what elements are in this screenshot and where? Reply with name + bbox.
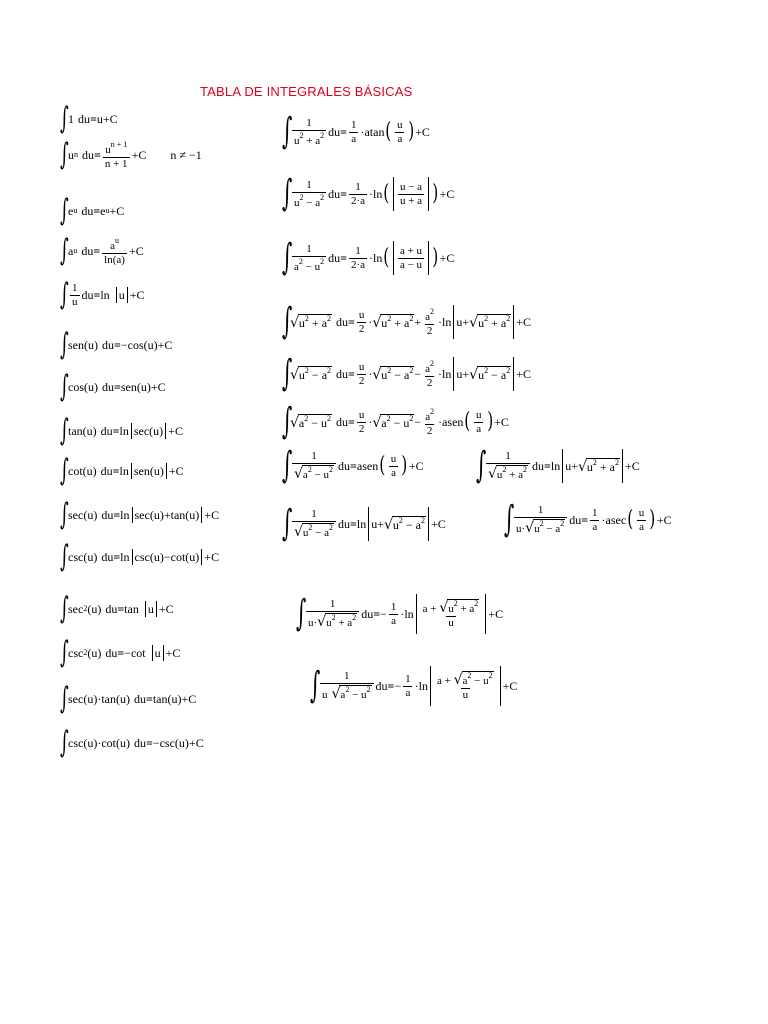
formula-ln-over-u-minus: ∫ 1 u √ $a^2 - u^2$ du = − $\frac{1}{a}$ · ln a + √ $a^2 - u^2$ u + C [310,665,518,706]
page-title: TABLA DE INTEGRALES BÁSICAS [200,84,413,99]
formula-cos: ∫ cos(u) du = sen(u) + C [60,369,166,404]
formula-ln-over-u-plus: ∫ 1 u· √ $u^2 + a^2$ du = − $\frac{1}{a}$ · ln a + √ $u^2 + a^2$ u + C [296,593,504,634]
formula-ln-sqrt-plus: ∫ 1 √ $u^2 + a^2$ du = ln u + √ $u^2 + a^2$ + C [476,445,640,486]
formula-sec-squared: ∫ sec 2 (u) du = tan u + C [60,591,174,626]
formula-sec: ∫ sec(u) du = ln sec(u) + tan(u) + C [60,497,220,532]
formula-sqrt-u2-minus-a2: ∫ √ $u^2 - a^2$ du = $\frac{u}{2}$ · √ $u^2 - a^2$ − $\frac{a^2}{2}$ · ln u + √ $u^2 - a^2$ + C [282,353,531,394]
formula-cot: ∫ cot(u) du = ln sen(u) + C [60,453,184,488]
formula-ln-u-minus-a: ∫ $\frac{1}{u^2 - a^2}$ du = $\frac{1}{2\cdot a}$ · ln ( $\frac{u - a}{u + a}$ ) + C [282,173,455,214]
formula-power: ∫ u n du = $\frac{u^{n + 1}}{n + 1}$ + C n ≠ −1 [60,137,202,172]
formula-exponential-e: ∫ e u du = e u + C [60,193,125,228]
formula-exponential-a: ∫ a u du = $\frac{a^u}{\ln(a)}$ + C [60,233,144,268]
formula-reciprocal: ∫ $\frac{1}{u}$ du = ln u + C [60,277,145,312]
formula-sqrt-a2-minus-u2: ∫ √ $a^2 - u^2$ du = $\frac{u}{2}$ · √ $a^2 - u^2$ − $\frac{a^2}{2}$ · asen ( $\frac{u}{a}$ ) + C [282,401,509,442]
formula-sen: ∫ sen(u) du = −cos(u) + C [60,327,173,362]
formula-csc-cot: ∫ csc(u) · cot(u) du = −csc(u) + C [60,725,204,760]
formula-ln-a-minus-u: ∫ $\frac{1}{a^2 - u^2}$ du = $\frac{1}{2\cdot a}$ · ln ( $\frac{a + u}{a - u}$ ) + C [282,237,455,278]
formula-sec-tan: ∫ sec(u) · tan(u) du = tan(u) + C [60,681,197,716]
formula-ln-sqrt-minus: ∫ 1 √ $u^2 - a^2$ du = ln u + √ $u^2 - a^2$ + C [282,503,446,544]
formula-constant: ∫ 1 du = u + C [60,101,118,136]
formula-atan: ∫ $\frac{1}{u^2 + a^2}$ du = $\frac{1}{a}$ · atan ( $\frac{u}{a}$ ) + C [282,111,430,152]
formula-asec: ∫ 1 u· √ $u^2 - a^2$ du = $\frac{1}{a}$ · asec ( $\frac{u}{a}$ ) + C [504,499,672,540]
formula-sqrt-u2-plus-a2: ∫ √ $u^2 + a^2$ du = $\frac{u}{2}$ · √ $u^2 + a^2$ + $\frac{a^2}{2}$ · ln u + √ $u^2 + a^2$ + C [282,301,531,342]
formula-asen: ∫ 1 √ $a^2 - u^2$ du = asen ( $\frac{u}{a}$ ) + C [282,445,424,486]
formula-csc: ∫ csc(u) du = ln csc(u) − cot(u) + C [60,539,220,574]
formula-csc-squared: ∫ csc 2 (u) du = −cot u + C [60,635,181,670]
formula-tan: ∫ tan(u) du = ln sec(u) + C [60,413,183,448]
